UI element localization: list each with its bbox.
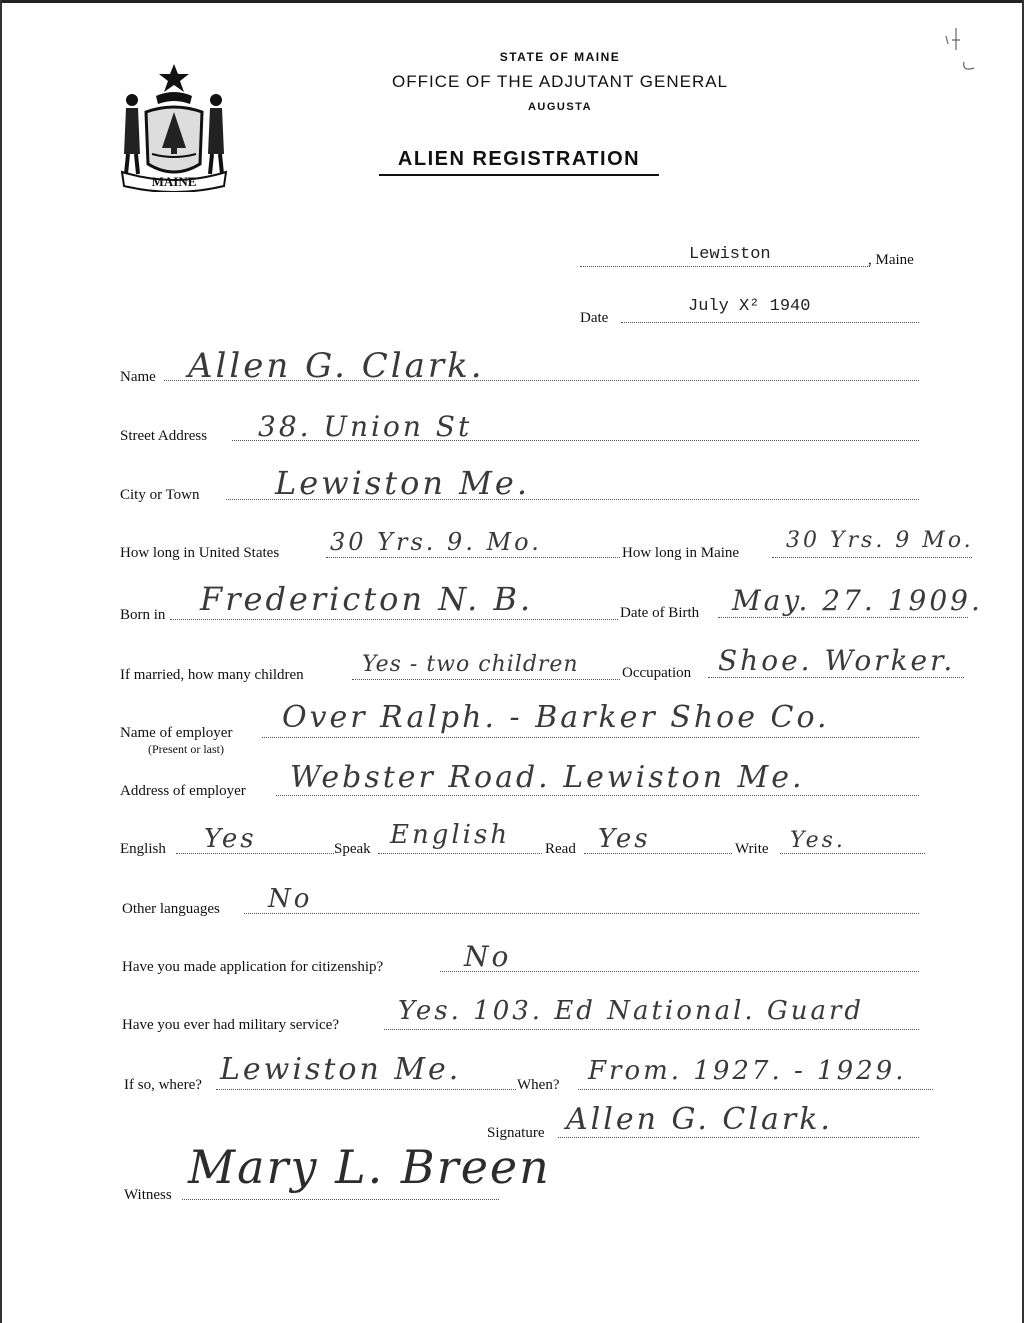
employer-label: Name of employer [120, 725, 233, 741]
dob-value: May. 27. 1909. [732, 584, 983, 617]
write-value: Yes. [790, 828, 846, 853]
children-line [352, 679, 620, 680]
header-state: STATE OF MAINE [499, 50, 621, 64]
form-title: ALIEN REGISTRATION [397, 148, 641, 170]
military-label: Have you ever had military service? [122, 1017, 339, 1033]
where-value: Lewiston Me. [220, 1052, 462, 1087]
city-value: Lewiston Me. [275, 464, 531, 502]
city-label: City or Town [120, 487, 200, 503]
name-value: Allen G. Clark. [188, 346, 485, 386]
dob-line [718, 617, 968, 618]
signature-line [558, 1137, 919, 1138]
maine-duration-label: How long in Maine [622, 545, 740, 561]
citizenship-value: No [464, 940, 512, 973]
other-languages-line [244, 913, 919, 914]
seal-text: MAINE [151, 174, 197, 189]
citizenship-line [440, 971, 919, 972]
citizenship-label: Have you made application for citizenship? [122, 959, 384, 975]
occupation-label: Occupation [622, 665, 692, 681]
when-line [578, 1089, 933, 1090]
header-office: OFFICE OF THE ADJUTANT GENERAL [391, 72, 729, 91]
when-value: From. 1927. - 1929. [588, 1056, 907, 1086]
place-suffix: , Maine [868, 252, 914, 268]
signature-value: Allen G. Clark. [566, 1102, 833, 1137]
name-label: Name [120, 369, 156, 385]
english-value: Yes [204, 824, 257, 854]
speak-label: Speak [334, 841, 371, 857]
read-value: Yes [598, 824, 651, 854]
maine-duration-line [772, 557, 972, 558]
us-duration-value: 30 Yrs. 9. Mo. [330, 528, 542, 556]
where-line [216, 1089, 516, 1090]
born-in-line [170, 619, 618, 620]
us-duration-label: How long in United States [120, 545, 280, 561]
children-label: If married, how many children [120, 667, 304, 683]
street-label: Street Address [120, 428, 208, 444]
scan-border-left [0, 0, 2, 1323]
employer-sublabel: (Present or last) [148, 742, 224, 756]
occupation-line [708, 677, 964, 678]
born-in-label: Born in [120, 607, 166, 623]
write-label: Write [735, 841, 769, 857]
other-languages-value: No [268, 884, 313, 914]
where-label: If so, where? [124, 1077, 202, 1093]
employer-line [262, 737, 919, 738]
employer-address-label: Address of employer [120, 783, 246, 799]
witness-value: Mary L. Breen [188, 1140, 551, 1194]
military-line [384, 1029, 919, 1030]
scan-border-top [0, 0, 1024, 3]
children-value: Yes - two children [362, 652, 579, 677]
place-city-value: Lewiston [689, 245, 771, 264]
employer-address-line [276, 795, 919, 796]
english-label: English [120, 841, 166, 857]
when-label: When? [517, 1077, 560, 1093]
dob-label: Date of Birth [620, 605, 700, 621]
signature-label: Signature [487, 1125, 545, 1141]
other-languages-label: Other languages [122, 901, 220, 917]
place-line [580, 266, 870, 267]
born-in-value: Fredericton N. B. [200, 580, 534, 618]
speak-line [378, 853, 542, 854]
us-duration-line [326, 557, 620, 558]
header-city: AUGUSTA [527, 101, 593, 113]
date-value: July X² 1940 [688, 297, 811, 316]
title-underline [379, 174, 659, 176]
witness-line [182, 1199, 499, 1200]
witness-label: Witness [124, 1187, 172, 1203]
employer-address-value: Webster Road. Lewiston Me. [290, 760, 805, 795]
date-label: Date [580, 310, 609, 326]
occupation-value: Shoe. Worker. [718, 644, 956, 677]
military-value: Yes. 103. Ed National. Guard [398, 996, 865, 1026]
employer-value: Over Ralph. - Barker Shoe Co. [282, 700, 830, 735]
speak-value: English [390, 820, 511, 850]
date-line [621, 322, 919, 323]
read-label: Read [545, 841, 576, 857]
maine-duration-value: 30 Yrs. 9 Mo. [786, 528, 974, 553]
corner-mark [942, 22, 982, 72]
write-line [780, 853, 925, 854]
state-seal-icon [118, 62, 230, 192]
street-value: 38. Union St [258, 410, 473, 443]
